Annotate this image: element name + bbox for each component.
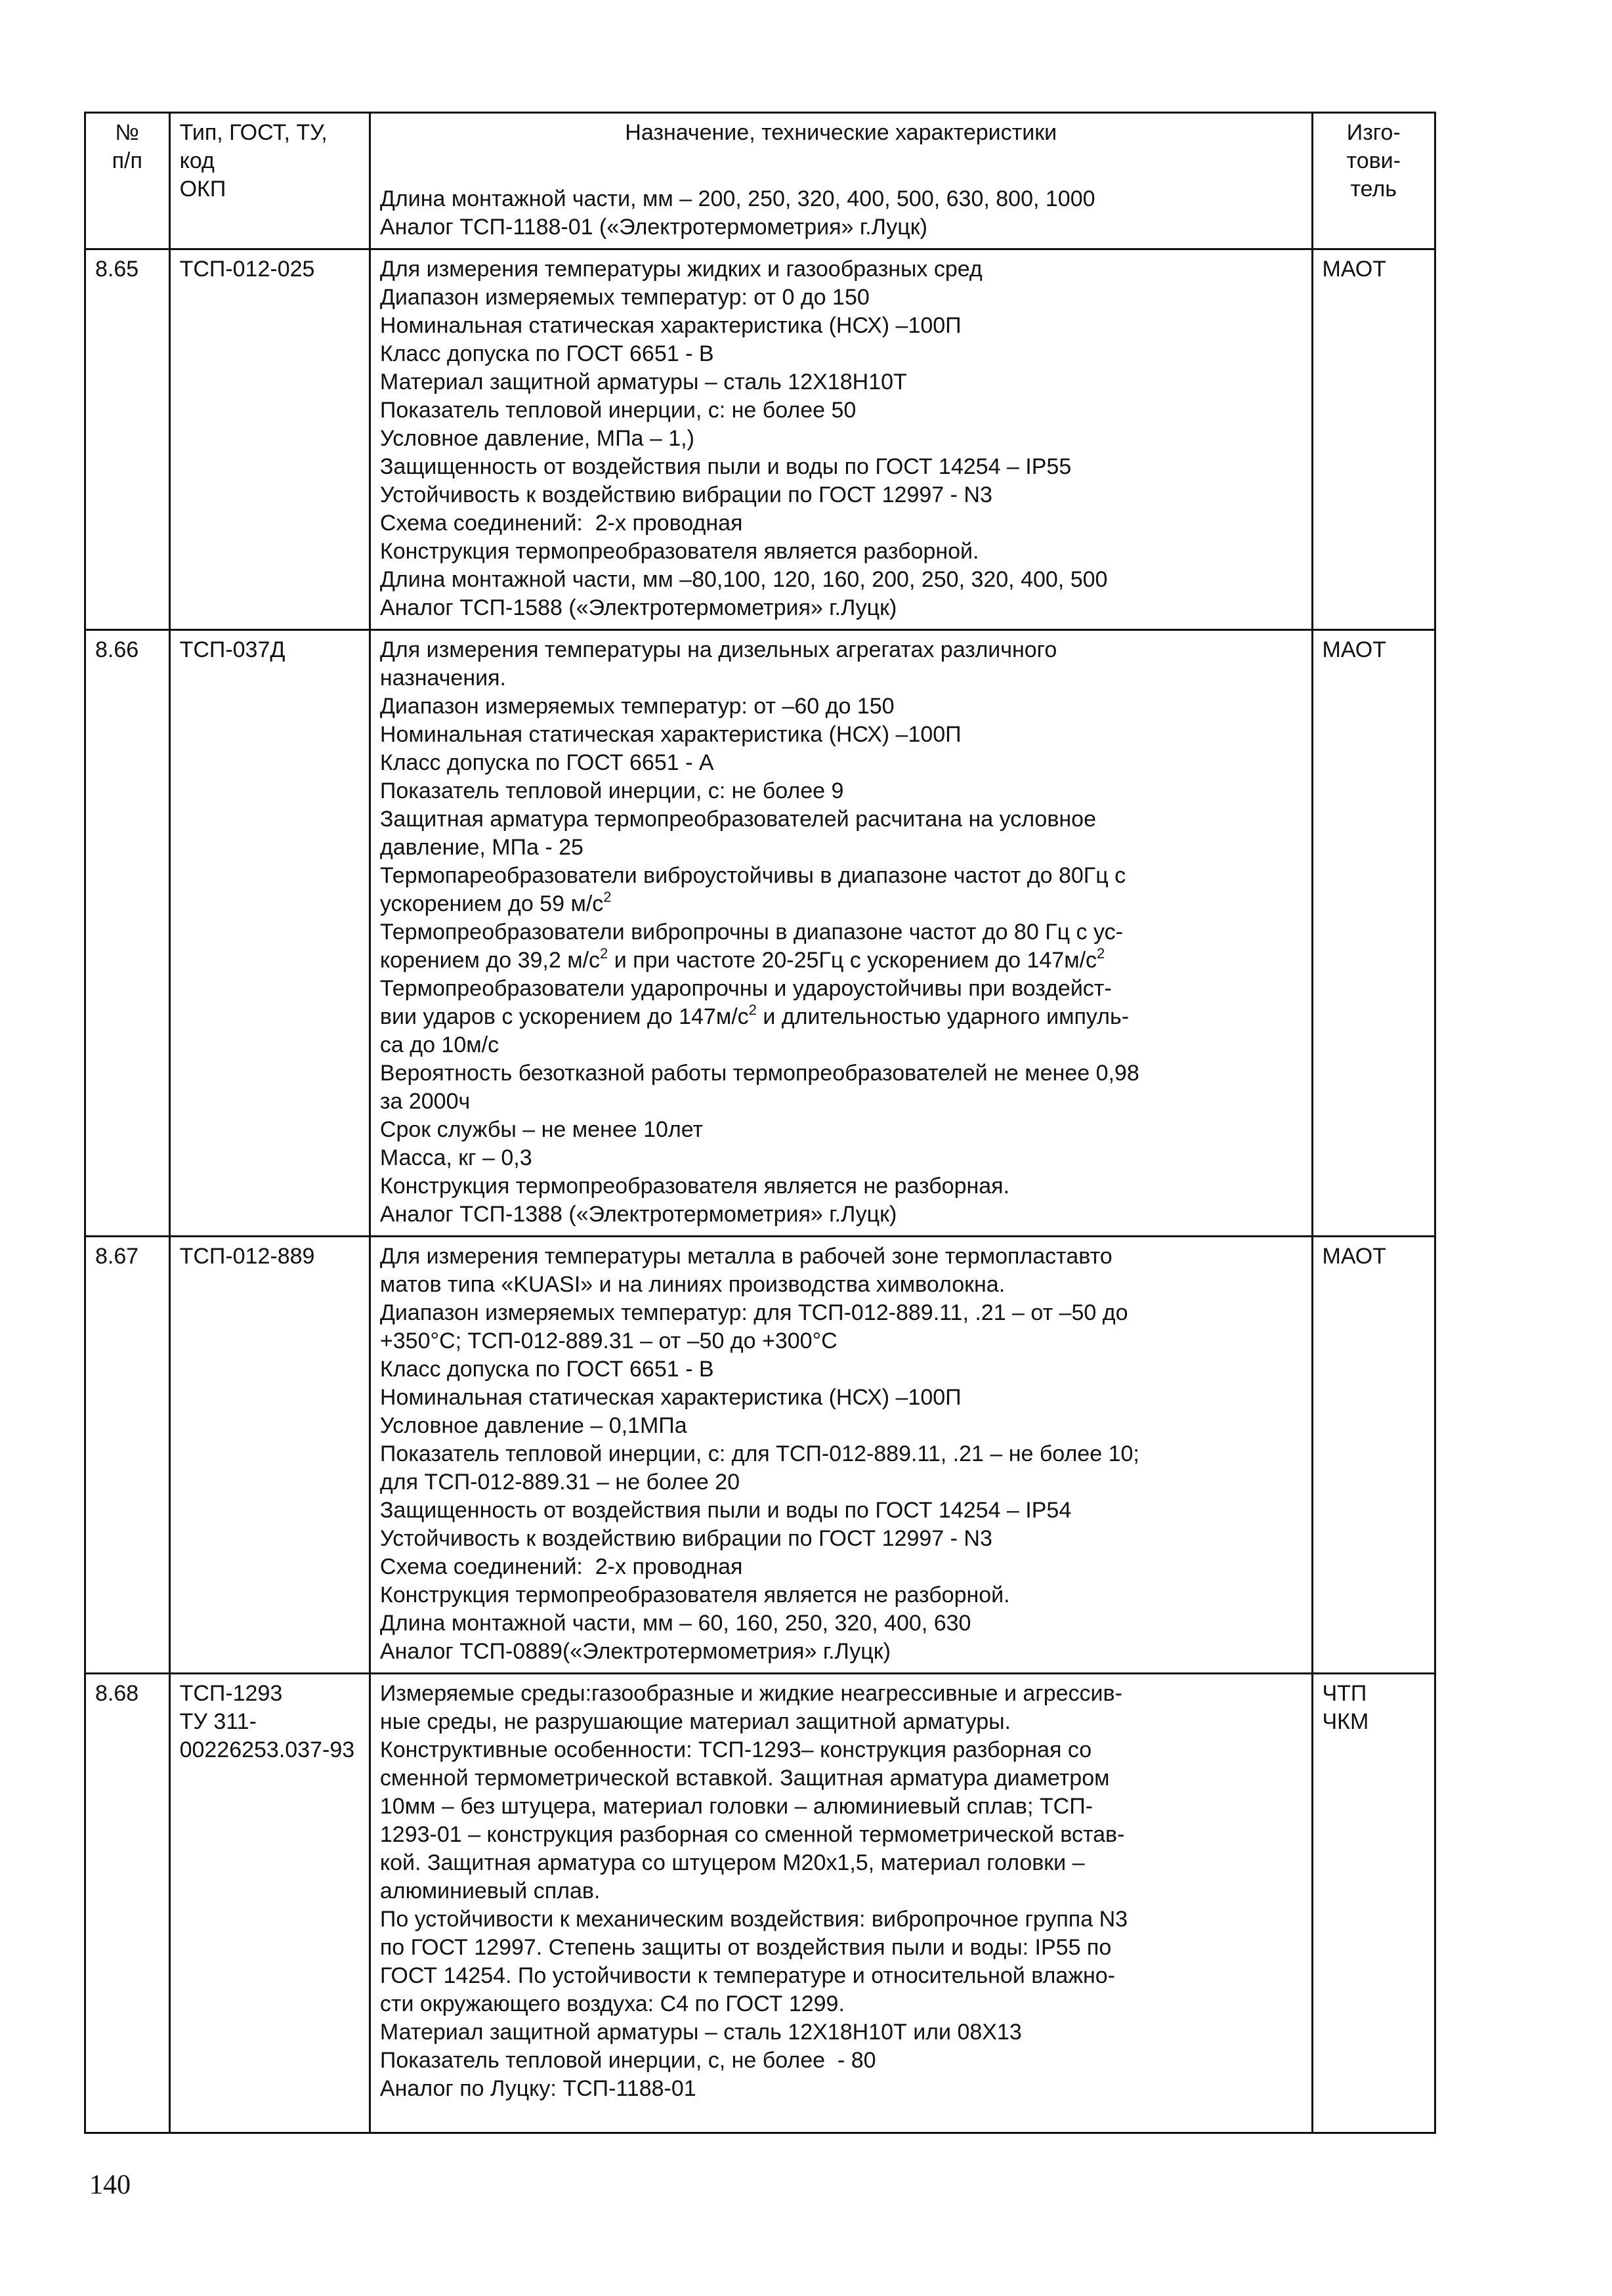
header-description-text: Назначение, технические характеристики [625, 120, 1057, 145]
description-line: Класс допуска по ГОСТ 6651 - В [379, 341, 714, 366]
description-line: вии ударов с ускорением до $147м/с^2$ и длительностью ударного импуль- [379, 1002, 1130, 1029]
description-line: Устойчивость к воздействию вибрации по ГОСТ 12997 - N3 [379, 482, 992, 507]
description-line: Аналог по Луцку: ТСП-1188-01 [379, 2076, 696, 2101]
header-number-text: № п/п [112, 120, 142, 173]
description-line: кой. Защитная арматура со штуцером М20х1,5, материал головки – [379, 1850, 1085, 1875]
description-line: корением до 39,2 $м/с^2$ и при частоте 20-25Гц с ускорением до $147м/с^2$ [379, 945, 1105, 973]
description-line: Термопреобразователи вибропрочны в диапазоне частот до 80 Гц с ус- [379, 920, 1123, 945]
row-description [370, 630, 1312, 1237]
description-line: давление, МПа - 25 [379, 835, 583, 860]
description-line: Аналог ТСП-1588 («Электротермометрия» г.Луцк) [379, 595, 897, 620]
row-manufacturer [1312, 1237, 1435, 1674]
description-line: Срок службы – не менее 10лет [379, 1117, 704, 1142]
description-line: По устойчивости к механическим воздействия: вибропрочное группа N3 [379, 1907, 1128, 1932]
row-type [169, 630, 370, 1237]
description-line: +350°С; ТСП-012-889.31 – от –50 до +300°С [379, 1329, 838, 1353]
description-line: Номинальная статическая характеристика (НСХ) –100П [379, 1385, 962, 1410]
header-manufacturer [1312, 113, 1435, 249]
description-line: Термопреобразователи ударопрочны и удароустойчивы при воздейст- [379, 976, 1112, 1001]
description-line: назначения. [379, 666, 506, 691]
row-number [85, 630, 170, 1237]
description-line: Измеряемые среды:газообразные и жидкие неагрессивные и агрессив- [379, 1681, 1122, 1706]
description-line: Устойчивость к воздействию вибрации по ГОСТ 12997 - N3 [379, 1526, 992, 1551]
description-line: Конструкция термопреобразователя является не разборная. [379, 1174, 1010, 1199]
description-line: Длина монтажной части, мм – 60, 160, 250, 320, 400, 630 [379, 1611, 971, 1636]
table-row [85, 630, 1435, 1237]
page-number: 140 [89, 2170, 131, 2200]
description-line: Конструктивные особенности: ТСП-1293– конструкция разборная со [379, 1737, 1092, 1762]
header-number [85, 113, 170, 249]
description-line: Защитная арматура термопреобразователей расчитана на условное [379, 807, 1096, 832]
description-line: Условное давление – 0,1МПа [379, 1413, 687, 1438]
description-line: Защищенность от воздействия пыли и воды по ГОСТ 14254 – IP54 [379, 1498, 1072, 1523]
table-row [85, 1237, 1435, 1674]
table-row [85, 1674, 1435, 2133]
description-line: Схема соединений: 2-х проводная [379, 1554, 743, 1579]
row-description [370, 1237, 1312, 1674]
row-manufacturer-text: МАОТ [1322, 637, 1386, 662]
row-number [85, 1674, 170, 2133]
description-line: Для измерения температуры жидких и газообразных сред [379, 257, 983, 282]
table-header-row [85, 113, 1435, 249]
header-manufacturer-text: Изго- тови- тель [1346, 120, 1401, 202]
description-line: Диапазон измеряемых температур: для ТСП-012-889.11, .21 – от –50 до [379, 1300, 1128, 1325]
description-line: Защищенность от воздействия пыли и воды по ГОСТ 14254 – IP55 [379, 454, 1072, 479]
row-type-text: ТСП-037Д [179, 637, 286, 662]
description-line: Конструкция термопреобразователя является не разборной. [379, 1583, 1010, 1607]
description-line: для ТСП-012-889.31 – не более 20 [379, 1470, 740, 1495]
row-type-text: ТСП-012-025 [179, 257, 315, 282]
row-number-text: 8.67 [95, 1244, 139, 1269]
row-number-text: 8.66 [95, 637, 139, 662]
row-manufacturer-text: МАОТ [1322, 1244, 1386, 1269]
description-line: алюминиевый сплав. [379, 1879, 601, 1903]
description-line: Аналог ТСП-1388 («Электротермометрия» г.Луцк) [379, 1202, 897, 1227]
header-type-text: Тип, ГОСТ, ТУ, код ОКП [179, 120, 328, 202]
description-line: Аналог ТСП-0889(«Электротермометрия» г.Луцк) [379, 1639, 891, 1664]
row-manufacturer [1312, 1674, 1435, 2133]
description-line: ГОСТ 14254. По устойчивости к температуре и относительной влажно- [379, 1963, 1116, 1988]
description-line: матов типа «KUASI» и на линиях производства химволокна. [379, 1272, 1006, 1297]
carry-over-line: Аналог ТСП-1188-01 («Электротермометрия» г.Луцк) [379, 215, 927, 240]
description-line: Показатель тепловой инерции, с, не более - 80 [379, 2048, 876, 2073]
row-manufacturer-text: МАОТ [1322, 257, 1386, 282]
description-line: Диапазон измеряемых температур: от –60 до 150 [379, 694, 895, 719]
description-line: ные среды, не разрушающие материал защитной арматуры. [379, 1709, 1011, 1734]
row-manufacturer [1312, 249, 1435, 630]
specifications-table [84, 112, 1436, 2134]
row-type-text: ТСП-012-889 [179, 1244, 315, 1269]
header-type [169, 113, 370, 249]
description-line: Схема соединений: 2-х проводная [379, 511, 743, 536]
row-number [85, 249, 170, 630]
description-line: 10мм – без штуцера, материал головки – алюминиевый сплав; ТСП- [379, 1794, 1093, 1819]
row-type [169, 1237, 370, 1674]
row-manufacturer-text: ЧТП ЧКМ [1322, 1681, 1369, 1734]
description-line: Показатель тепловой инерции, с: не более 50 [379, 398, 857, 423]
description-line: сти окружающего воздуха: С4 по ГОСТ 1299. [379, 1991, 845, 2016]
description-line: Для измерения температуры на дизельных агрегатах различного [379, 637, 1057, 662]
description-line: Показатель тепловой инерции, с: для ТСП-012-889.11, .21 – не более 10; [379, 1441, 1139, 1466]
description-line: Материал защитной арматуры – сталь 12Х18Н10Т или 08Х13 [379, 2020, 1022, 2045]
description-line: Показатель тепловой инерции, с: не более 9 [379, 778, 844, 803]
description-line: Для измерения температуры металла в рабочей зоне термопластавто [379, 1244, 1113, 1269]
description-line: Материал защитной арматуры – сталь 12Х18Н10Т [379, 370, 907, 394]
description-line: по ГОСТ 12997. Степень защиты от воздействия пыли и воды: IP55 по [379, 1935, 1112, 1960]
carry-over-line: Длина монтажной части, мм – 200, 250, 320, 400, 500, 630, 800, 1000 [379, 186, 1095, 211]
description-line: Класс допуска по ГОСТ 6651 - А [379, 750, 714, 775]
row-description [370, 1674, 1312, 2133]
description-line: сменной термометрической вставкой. Защитная арматура диаметром [379, 1766, 1110, 1791]
description-line: Номинальная статическая характеристика (НСХ) –100П [379, 313, 962, 338]
description-line: Номинальная статическая характеристика (НСХ) –100П [379, 722, 962, 747]
table-row [85, 249, 1435, 630]
description-line: 1293-01 – конструкция разборная со сменной термометрической встав- [379, 1822, 1125, 1847]
description-line: са до 10м/с [379, 1032, 499, 1057]
row-type [169, 1674, 370, 2133]
row-number-text: 8.65 [95, 257, 139, 282]
description-line: Диапазон измеряемых температур: от 0 до 150 [379, 285, 870, 310]
description-line: за 2000ч [379, 1089, 471, 1114]
row-type [169, 249, 370, 630]
description-line: Длина монтажной части, мм –80,100, 120, 160, 200, 250, 320, 400, 500 [379, 567, 1108, 592]
row-number-text: 8.68 [95, 1681, 139, 1706]
row-manufacturer [1312, 630, 1435, 1237]
row-number [85, 1237, 170, 1674]
row-description [370, 249, 1312, 630]
description-line: Класс допуска по ГОСТ 6651 - В [379, 1357, 714, 1382]
description-line: ускорением до 59 $м/с^2$ [379, 889, 612, 916]
description-line: Конструкция термопреобразователя является разборной. [379, 539, 979, 564]
description-line: Термопареобразователи виброустойчивы в диапазоне частот до 80Гц с [379, 863, 1126, 888]
row-type-text: ТСП-1293 ТУ 311- 00226253.037-93 [179, 1681, 355, 1762]
description-line: Масса, кг – 0,3 [379, 1145, 532, 1170]
header-description [370, 113, 1312, 249]
description-line: Условное давление, МПа – 1,) [379, 426, 694, 451]
description-line: Вероятность безотказной работы термопреобразователей не менее 0,98 [379, 1061, 1139, 1086]
